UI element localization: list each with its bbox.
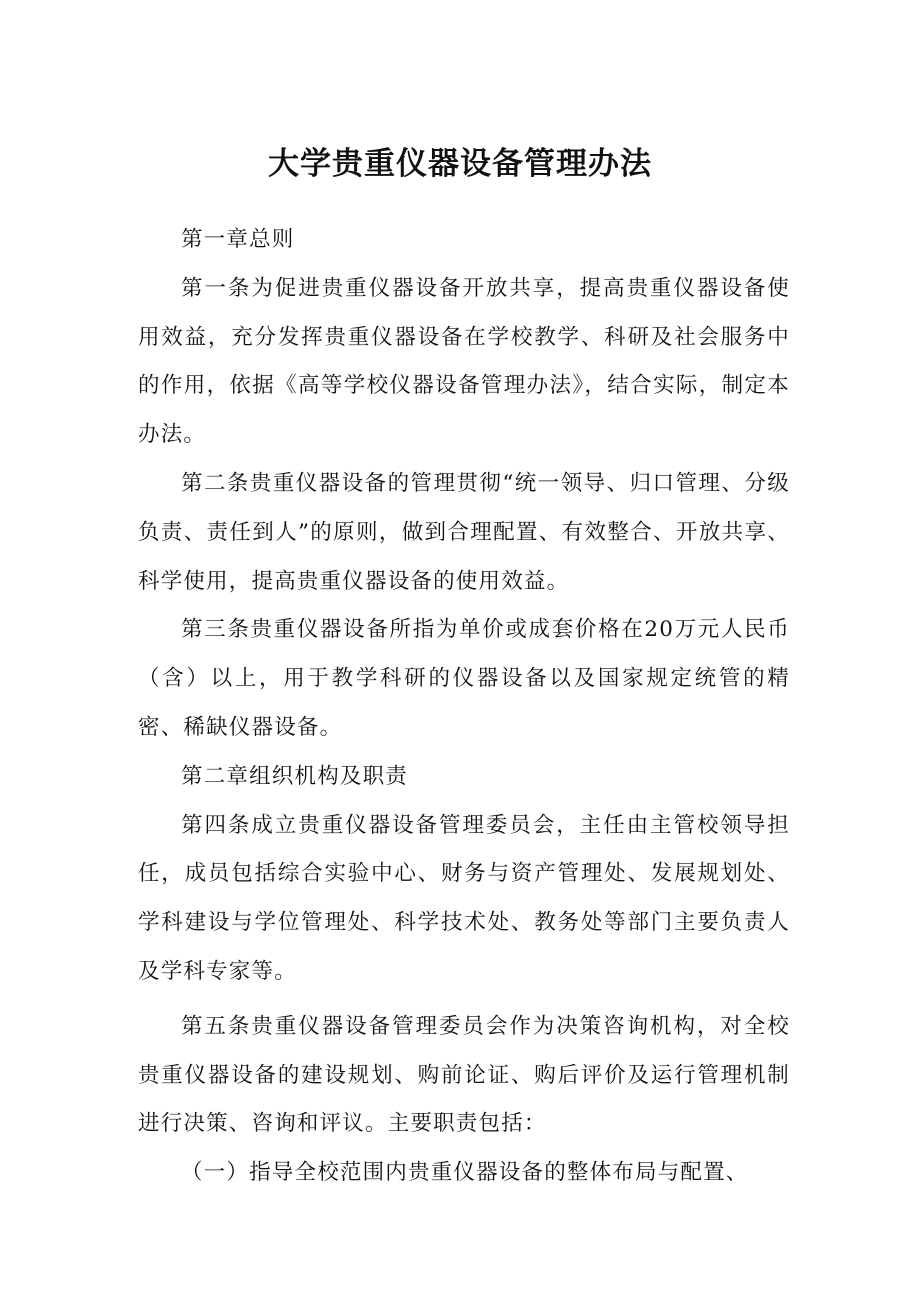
document-title: 大学贵重仪器设备管理办法 [268,146,652,182]
article-paragraph: 第四条成立贵重仪器设备管理委员会，主任由主管校领导担任，成员包括综合实验中心、财务与资产管理处、发展规划处、学科建设与学位管理处、科学技术处、教务处等部门主要负责人及学科专家等。 [138,812,790,984]
list-item-paragraph: （一）指导全校范围内贵重仪器设备的整体布局与配置、 [181,1160,749,1186]
article-paragraph: 第五条贵重仪器设备管理委员会作为决策咨询机构，对全校贵重仪器设备的建设规划、购前论证、购后评价及运行管理机制进行决策、咨询和评议。主要职责包括： [138,1013,790,1137]
article-paragraph: 第一条为促进贵重仪器设备开放共享，提高贵重仪器设备使用效益，充分发挥贵重仪器设备在学校教学、科研及社会服务中的作用，依据《高等学校仪器设备管理办法》，结合实际，制定本办法。 [138,275,790,448]
document-body [138,216,790,1198]
article-paragraph: 第三条贵重仪器设备所指为单价或成套价格在20万元人民币（含）以上，用于教学科研的仪器设备以及国家规定统管的精密、稀缺仪器设备。 [138,617,790,740]
chapter-heading: 第二章组织机构及职责 [181,763,409,789]
chapter-heading: 第一章总则 [181,227,295,252]
article-paragraph: 第二条贵重仪器设备的管理贯彻“统一领导、归口管理、分级负责、责任到人”的原则，做到合理配置、有效整合、开放共享、科学使用，提高贵重仪器设备的使用效益。 [138,470,790,594]
